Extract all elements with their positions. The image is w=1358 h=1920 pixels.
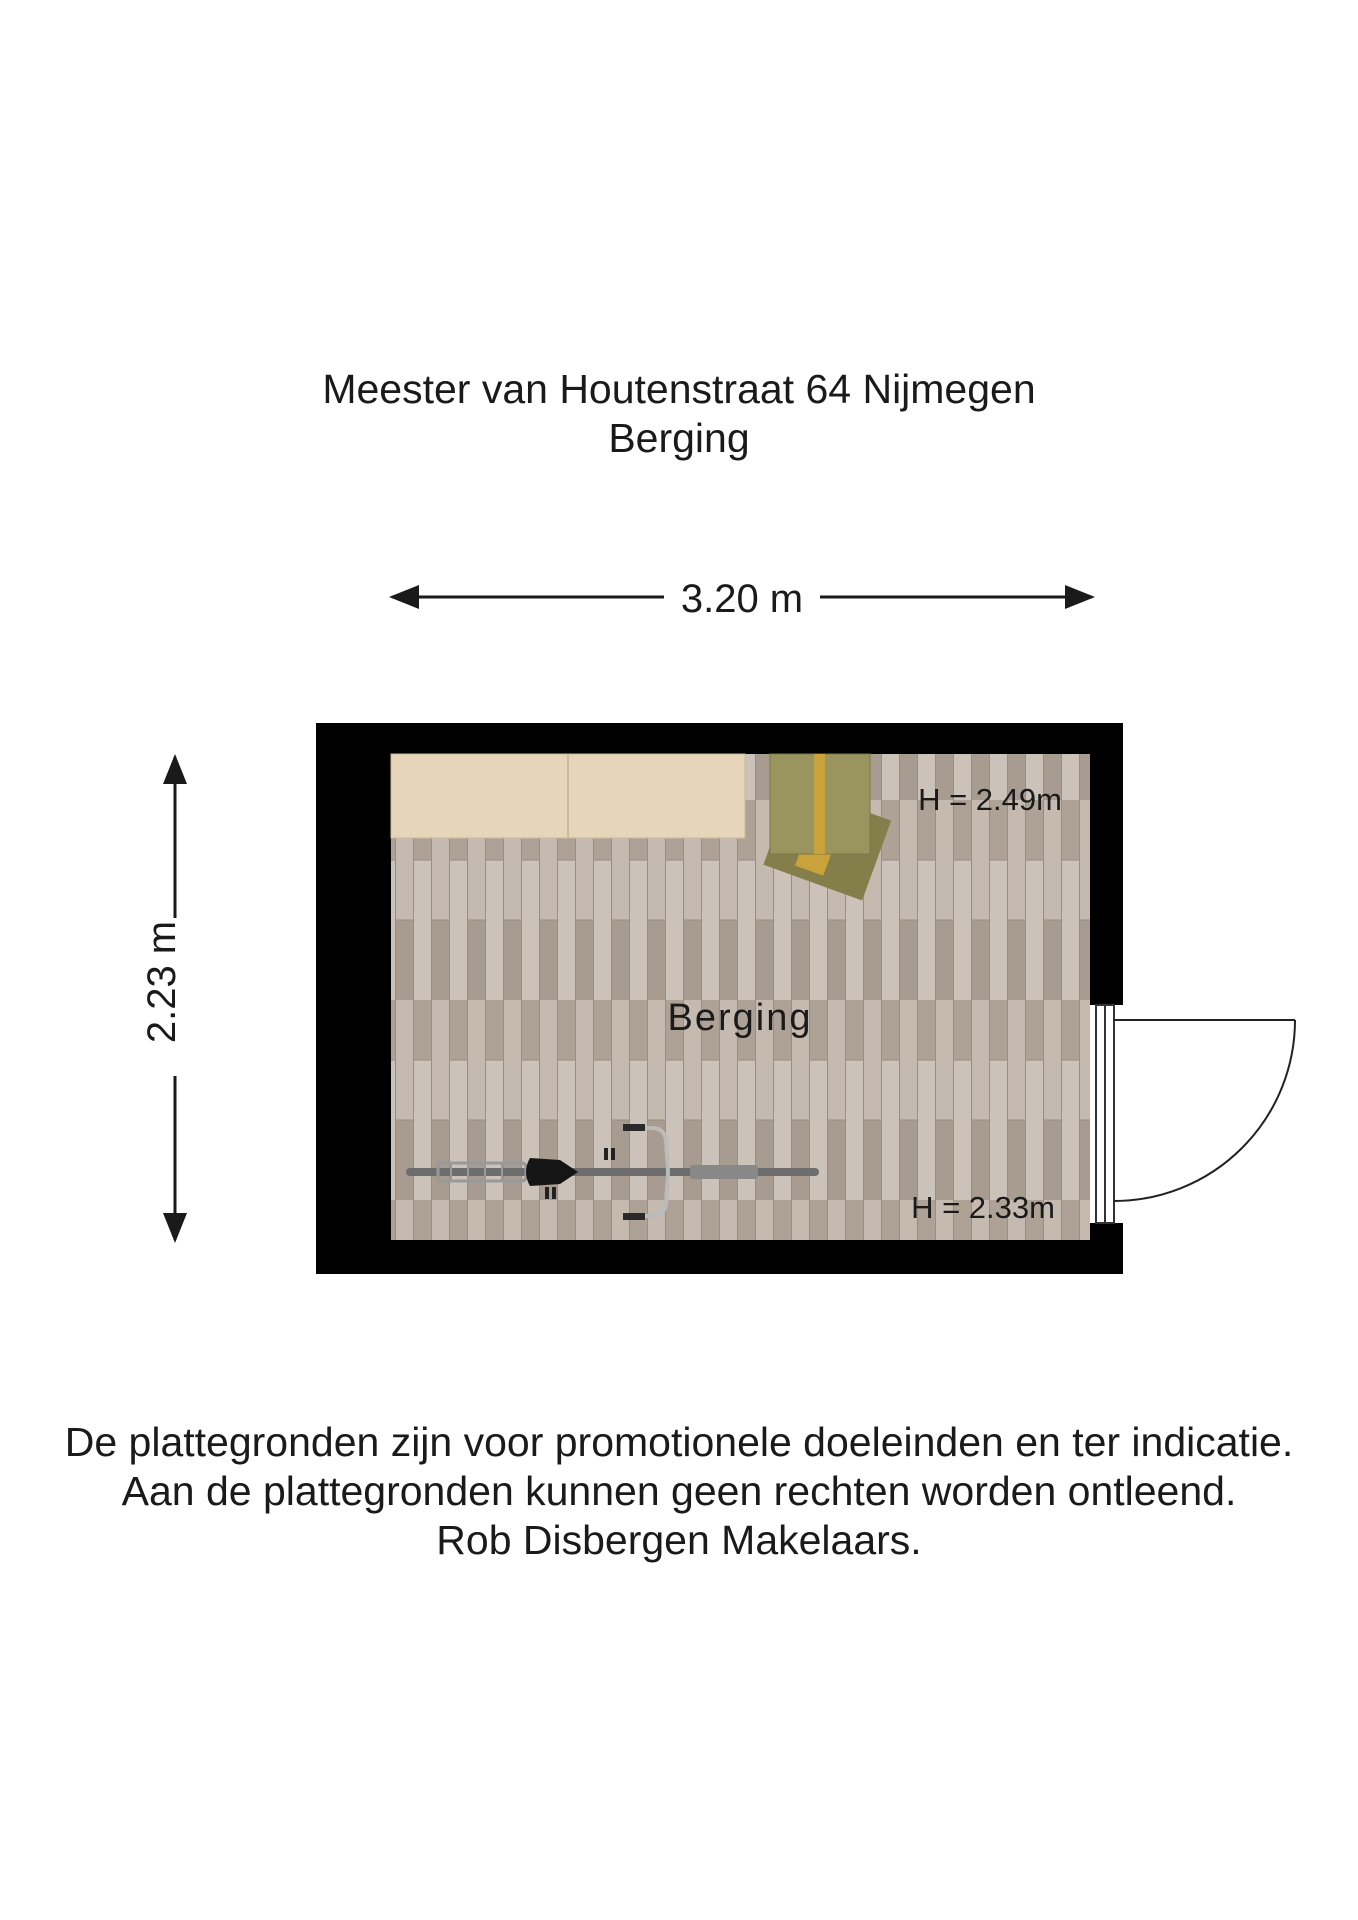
door: [1114, 1020, 1295, 1201]
ceiling-height-bottom: H = 2.33m: [911, 1190, 1055, 1225]
handlebar-grip-top: [623, 1124, 645, 1131]
handlebar-grip-bottom: [623, 1213, 645, 1220]
door-swing-arc: [1114, 1020, 1295, 1201]
address-title: Meester van Houtenstraat 64 Nijmegen: [322, 366, 1036, 412]
width-dimension: [392, 577, 1092, 621]
depth-dimension: [140, 757, 184, 1240]
shelf: [391, 754, 745, 838]
depth-label: 2.23 m: [140, 920, 184, 1044]
right-pedal-b: [611, 1148, 615, 1160]
disclaimer: [0, 1418, 1358, 1565]
left-pedal-b: [552, 1187, 556, 1199]
right-pedal-a: [604, 1148, 608, 1160]
width-label: 3.20 m: [680, 577, 804, 621]
disclaimer-line-3: Rob Disbergen Makelaars.: [436, 1517, 922, 1563]
disclaimer-line-2: Aan de plattegronden kunnen geen rechten worden ontleend.: [121, 1468, 1237, 1514]
disclaimer-line-1: De plattegronden zijn voor promotionele doeleinden en ter indicatie.: [64, 1419, 1294, 1465]
left-pedal-a: [545, 1187, 549, 1199]
ceiling-height-top: H = 2.49m: [918, 782, 1062, 817]
front-rack: [690, 1165, 758, 1179]
floor-title: Berging: [608, 415, 750, 461]
room-name-label: Berging: [667, 997, 813, 1039]
box-tape: [814, 754, 825, 854]
